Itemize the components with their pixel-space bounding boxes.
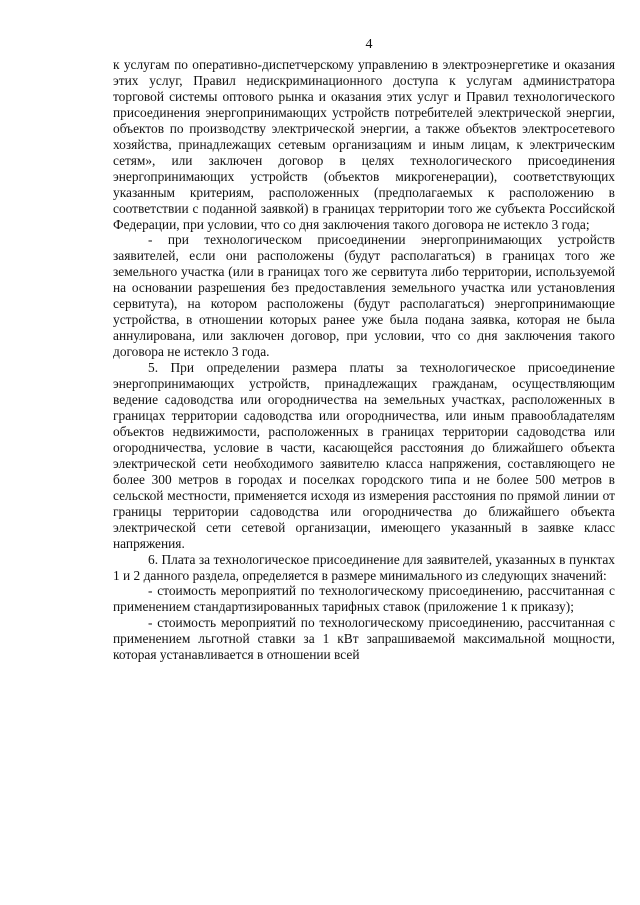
paragraph-bullet-standard-rates: - стоимость мероприятий по технологическому присоединению, рассчитанная с применением стандартизированных тарифных ставок (приложение 1 к приказу); [113, 583, 615, 615]
document-page [113, 34, 615, 663]
page-number: 4 [365, 37, 373, 52]
paragraph-continuation: к услугам по оперативно-диспетчерскому управлению в электроэнергетике и оказания этих услуг, Правил недискриминационного доступа к услугам администратора торговой системы оптового рынка и оказания этих услуг и Правил технологического присоединения энергопринимающих устройств потребителей электрической энергии, объектов по производству электрической энергии, а также объектов электросетевого хозяйства, принадлежащих сетевым организациям и иным лицам, к электрическим сетям», или заключен договор в целях технологического присоединения энергопринимающих устройств (объектов микрогенерации), соответствующих указанным критериям, расположенных (предполагаемых к расположению в соответствии с поданной заявкой) в границах территории того же субъекта Российской Федерации, при условии, что со дня заключения такого договора не истекло 3 года; [113, 57, 615, 232]
document-body [113, 57, 615, 663]
paragraph-bullet-preferential-rate: - стоимость мероприятий по технологическому присоединению, рассчитанная с применением льготной ставки за 1 кВт запрашиваемой максимальной мощности, которая устанавливается в отношении всей [113, 615, 615, 663]
paragraph-clause-6: 6. Плата за технологическое присоединение для заявителей, указанных в пунктах 1 и 2 данного раздела, определяется в размере минимального из следующих значений: [113, 551, 615, 583]
paragraph-bullet-same-land-plot: - при технологическом присоединении энергопринимающих устройств заявителей, если они расположены (будут располагаться) в границах того же земельного участка (или в границах того же сервитута либо территории, используемой на основании разрешения без предоставления земельного участка или установления сервитута), на котором расположены (будут располагаться) энергопринимающие устройства, в отношении которых ранее уже была подана заявка, которая не была аннулирована, или заключен договор, при условии, что со дня заключения такого договора не истекло 3 года. [113, 232, 615, 360]
paragraph-clause-5: 5. При определении размера платы за технологическое присоединение энергопринимающих устройств, принадлежащих гражданам, осуществляющим ведение садоводства или огородничества на земельных участках, расположенных в границах территории садоводства или огородничества, или иным правообладателям объектов недвижимости, расположенных в границах территории садоводства или огородничества, условие в части, касающейся расстояния до ближайшего объекта электрической сети необходимого заявителю класса напряжения, составляющего не более 300 метров в городах и поселках городского типа и не более 500 метров в сельской местности, применяется исходя из измерения расстояния по прямой линии от границы территории садоводства или огородничества до ближайшего объекта электрической сети сетевой организации, имеющего указанный в заявке класс напряжения. [113, 360, 615, 551]
